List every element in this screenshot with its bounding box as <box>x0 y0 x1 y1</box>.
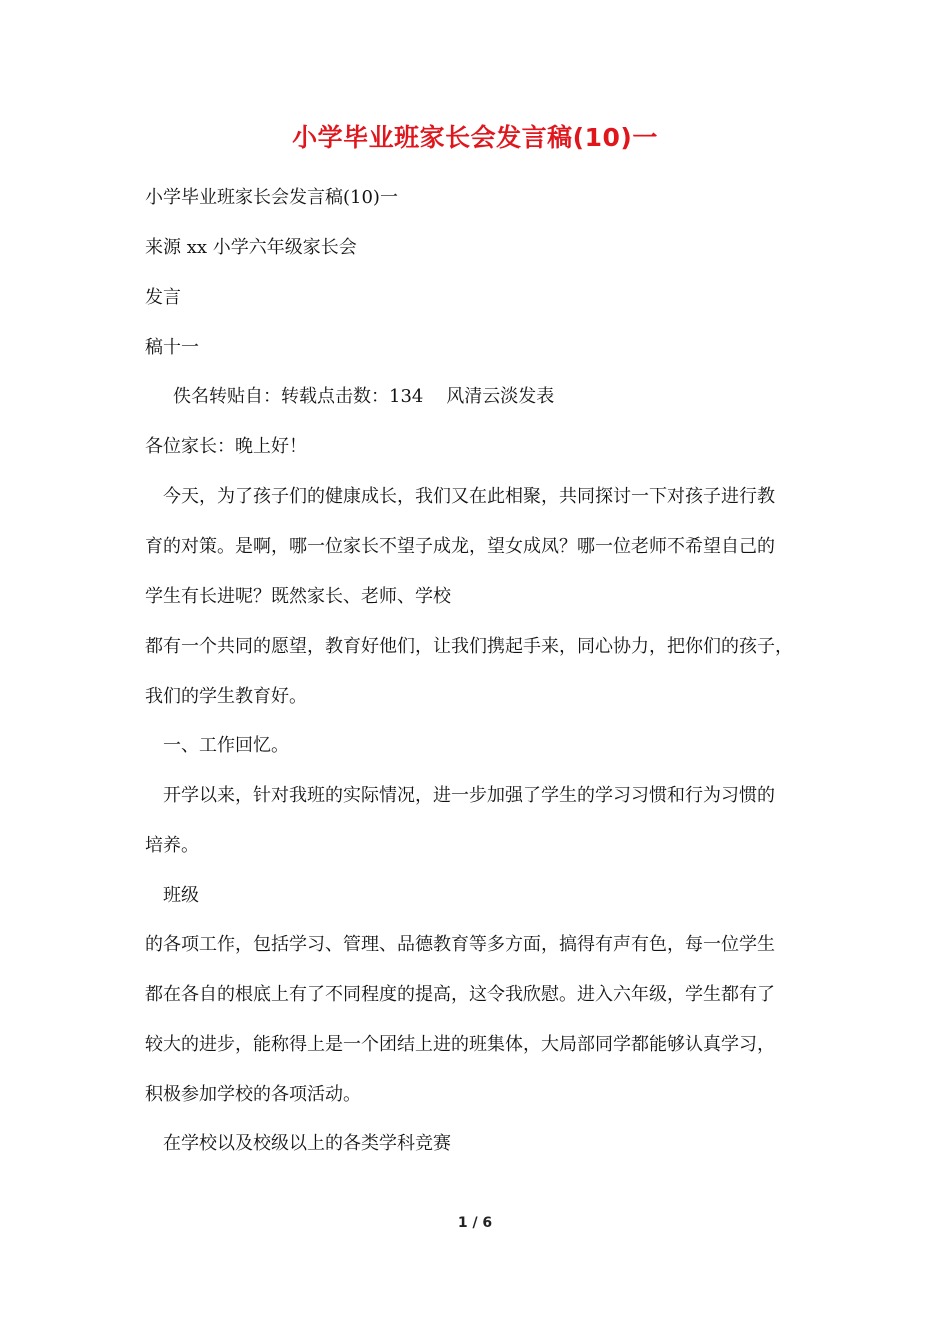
text-line: 班级 <box>163 885 199 906</box>
text-line: 各位家长：晚上好！ <box>145 436 307 457</box>
text-line: 开学以来，针对我班的实际情况，进一步加强了学生的学习习惯和行为习惯的 <box>163 785 775 806</box>
section-heading: 一、工作回忆。 <box>163 735 289 756</box>
text-line: 我们的学生教育好。 <box>145 686 307 707</box>
text-line: 来源 xx 小学六年级家长会 <box>145 237 357 258</box>
text-line: 积极参加学校的各项活动。 <box>145 1084 361 1105</box>
text-line: 小学毕业班家长会发言稿(10)一 <box>145 187 398 208</box>
text-line: 培养。 <box>145 835 199 856</box>
text-line: 学生有长进呢？既然家长、老师、学校 <box>145 586 451 607</box>
text-line: 育的对策。是啊，哪一位家长不望子成龙，望女成凤？哪一位老师不希望自己的 <box>145 536 775 557</box>
page-indicator: 1 / 6 <box>457 1215 493 1231</box>
text-line: 佚名转贴自：转载点击数：134 风清云淡发表 <box>173 386 555 407</box>
text-line: 在学校以及校级以上的各类学科竞赛 <box>163 1133 451 1154</box>
document-title: 小学毕业班家长会发言稿(10)一 <box>292 123 658 152</box>
text-line: 都有一个共同的愿望，教育好他们，让我们携起手来，同心协力，把你们的孩子， <box>145 636 793 657</box>
text-line: 的各项工作，包括学习、管理、品德教育等多方面，搞得有声有色，每一位学生 <box>145 934 775 955</box>
text-line: 稿十一 <box>145 337 199 358</box>
text-line: 今天，为了孩子们的健康成长，我们又在此相聚，共同探讨一下对孩子进行教 <box>163 486 775 507</box>
text-line: 都在各自的根底上有了不同程度的提高，这令我欣慰。进入六年级，学生都有了 <box>145 984 775 1005</box>
text-line: 发言 <box>145 287 181 308</box>
text-line: 较大的进步，能称得上是一个团结上进的班集体，大局部同学都能够认真学习， <box>145 1034 775 1055</box>
